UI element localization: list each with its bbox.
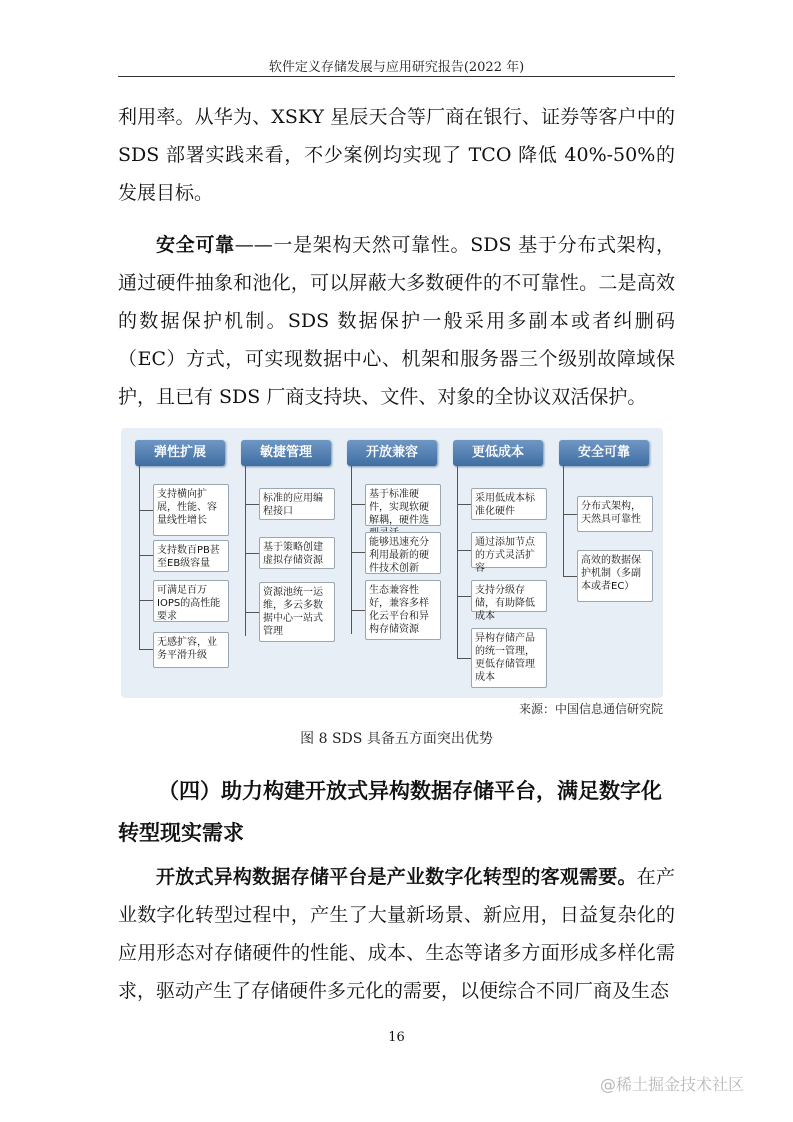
- branch-line: [139, 510, 153, 511]
- branch-line: [457, 596, 471, 597]
- feature-box: 无感扩容，业务平滑升级: [153, 632, 229, 668]
- branch-line: [245, 612, 259, 613]
- feature-box: 采用低成本标准化硬件: [471, 488, 547, 520]
- paragraph-open-platform: [118, 858, 675, 1010]
- column-header: 开放兼容: [347, 440, 437, 466]
- paragraph-security-lead: 安全可靠: [156, 234, 235, 256]
- feature-box: 支持数百PB甚至EB级容量: [153, 540, 229, 572]
- figure-source: 来源：中国信息通信研究院: [518, 702, 663, 716]
- branch-line: [139, 649, 153, 650]
- feature-box: 分布式架构，天然具可靠性: [577, 496, 653, 532]
- figure-caption: 图 8 SDS 具备五方面突出优势: [300, 731, 493, 747]
- branch-line: [351, 552, 365, 553]
- feature-box: 通过添加节点的方式灵活扩容: [471, 532, 547, 568]
- paragraph-open-platform-text: 在产业数字化转型过程中，产生了大量新场景、新应用，日益复杂化的应用形态对存储硬件的性能、成本、生态等诸多方面形成多样化需求，驱动产生了存储硬件多元化的需要，以便综合不同厂商及生态: [118, 866, 675, 1002]
- branch-line: [139, 600, 153, 601]
- branch-line: [563, 514, 577, 515]
- feature-box: 基于标准硬件，实现软硬解耦，硬件选: [365, 484, 441, 526]
- connector-line: [351, 466, 352, 634]
- paragraph-tco: 利用率。从华为、XSKY 星辰天合等厂商在银行、证券等客户中的 SDS 部署实践来看，不少案例均实现了 TCO 降低 40%-50%的发展目标。: [118, 106, 675, 204]
- branch-line: [245, 553, 259, 554]
- branch-line: [563, 576, 577, 577]
- feature-box: 标准的应用编程接口: [259, 488, 335, 520]
- branch-line: [351, 504, 365, 505]
- paragraph-security-text: ——一是架构天然可靠性。SDS 基于分布式架构，通过硬件抽象和池化，可以屏蔽大多数硬件的不可靠性。二是高效的数据保护机制。SDS 数据保护一般采用多副本或者纠删码（EC）方式，可实现数据中心、机架和服务器三个级别故障域保护，且已有 SDS 厂商支持块、文件、对象的全协议双活保护。: [118, 234, 675, 408]
- paragraph-security: [118, 226, 675, 416]
- connector-line: [563, 466, 564, 576]
- feature-box: 支持分级存储，有助降低成本: [471, 580, 547, 612]
- column-header: 更低成本: [453, 440, 543, 466]
- feature-box: 基于策略创建虚拟存储资源: [259, 537, 335, 569]
- page-number: 16: [388, 1030, 405, 1045]
- running-header: 软件定义存储发展与应用研究报告(2022 年): [268, 60, 525, 75]
- section-heading: （四）助力构建开放式异构数据存储平台，满足数字化转型现实需求: [118, 778, 662, 845]
- column-header: 弹性扩展: [135, 440, 225, 466]
- feature-box: 可满足百万IOPS的高性能要求: [153, 580, 229, 622]
- branch-line: [457, 504, 471, 505]
- column-header: 敏捷管理: [241, 440, 331, 466]
- branch-line: [457, 550, 471, 551]
- advantages-diagram: [121, 428, 663, 698]
- branch-line: [245, 504, 259, 505]
- branch-line: [139, 555, 153, 556]
- feature-box: 能够迅速充分利用最新的硬件技术创新: [365, 532, 441, 574]
- feature-box: 高效的数据保护机制（多副本或者EC）: [577, 550, 653, 602]
- branch-line: [457, 658, 471, 659]
- column-header: 安全可靠: [559, 440, 649, 466]
- header-rule: [118, 76, 675, 77]
- feature-box: 支持横向扩展，性能、容量线性增长: [153, 484, 229, 536]
- connector-line: [139, 466, 140, 649]
- community-watermark: @稀土掘金技术社区: [600, 1075, 745, 1094]
- feature-box: 生态兼容性好，兼容多样化云平台和异构存储资源: [365, 580, 441, 640]
- connector-line: [457, 466, 458, 658]
- feature-box: 资源池统一运维，多云多数据中心一站式管理: [259, 582, 335, 642]
- branch-line: [351, 610, 365, 611]
- paragraph-open-platform-lead: 开放式异构数据存储平台是产业数字化转型的客观需要。: [156, 866, 637, 888]
- feature-box: 异构存储产品的统一管理，更低存储管理成本: [471, 628, 547, 688]
- connector-line: [245, 466, 246, 636]
